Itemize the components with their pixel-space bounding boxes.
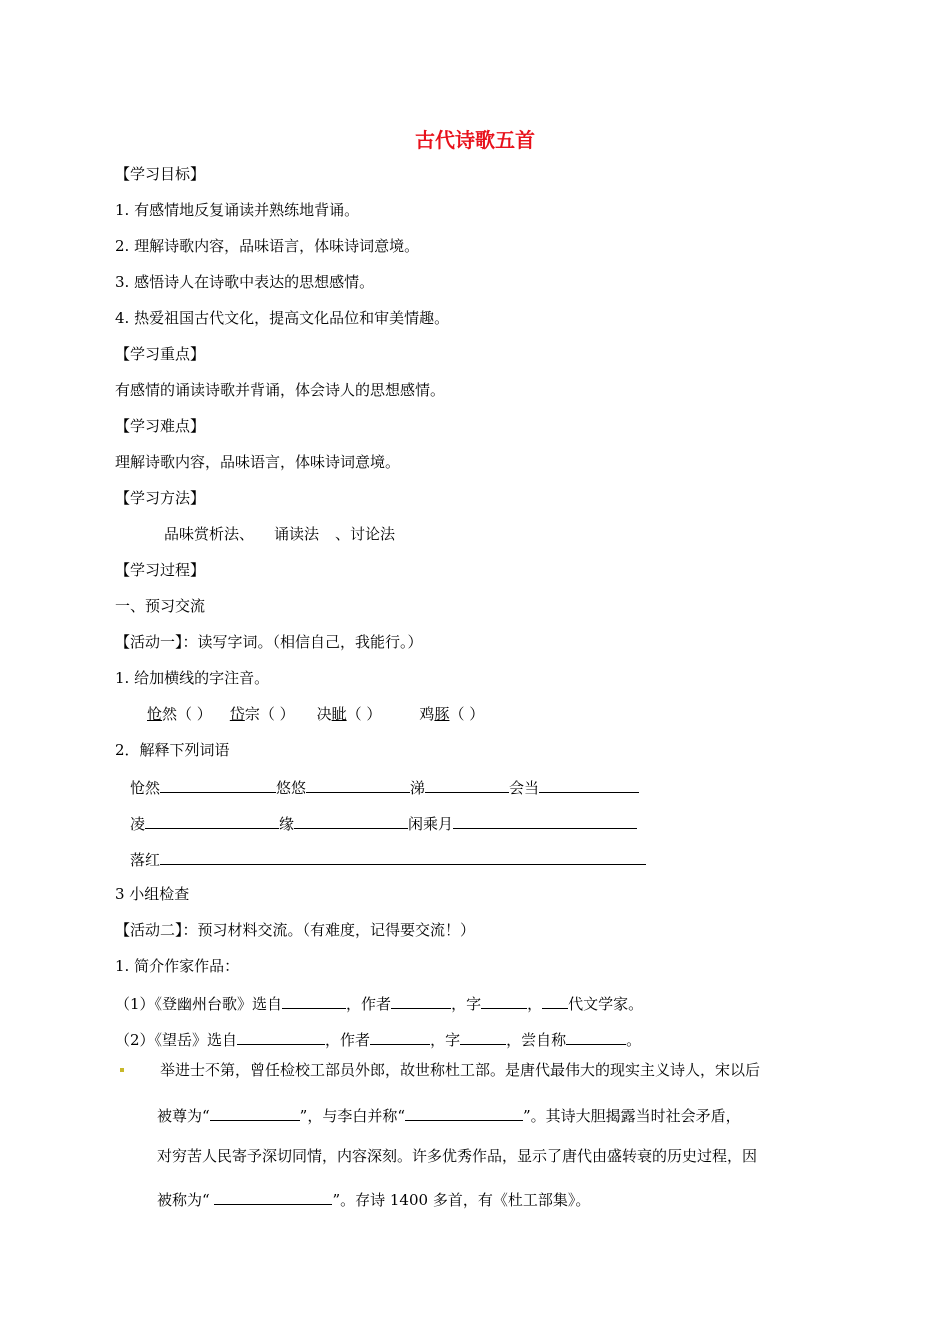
answer-blank[interactable] [405,1104,523,1121]
process-heading: 【学习过程】 [115,561,206,579]
answer-blank[interactable] [370,1028,430,1045]
pinyin-item: 怆然（ ） [147,705,212,723]
objectives-heading: 【学习目标】 [115,165,206,183]
question-1: （1）《登幽州台歌》选自 ，作者 ，字 ， 代文学家。 [115,992,643,1014]
objective-item: 1. 有感情地反复诵读并熟练地背诵。 [115,201,360,219]
answer-blank[interactable] [425,776,509,793]
author-para-line: 被尊为“ ”，与李白并称“ ”。其诗大胆揭露当时社会矛盾， [157,1104,837,1126]
difficulties-text: 理解诗歌内容，品味语言，体味诗词意境。 [115,453,401,471]
activity2-heading: 【活动二】：预习材料交流。（有难度，记得要交流！） [115,921,476,939]
answer-blank[interactable] [294,812,408,829]
question-2: （2）《望岳》选自 ，作者 ，字 ，尝自称 。 [115,1028,641,1050]
answer-blank[interactable] [566,1028,626,1045]
author-para-line: 对穷苦人民寄予深切同情，内容深刻。许多优秀作品，显示了唐代由盛转衰的历史过程，因 [157,1147,758,1165]
answer-blank[interactable] [210,1104,300,1121]
page-title: 古代诗歌五首 [415,128,535,152]
section-preview: 一、预习交流 [115,597,206,615]
answer-blank[interactable] [214,1188,332,1205]
answer-blank[interactable] [306,776,410,793]
answer-blank[interactable] [542,992,568,1009]
bullet-mark [120,1068,124,1072]
answer-blank[interactable] [160,848,646,865]
author-para-line: 被称为“ ”。存诗 1400 多首，有《杜工部集》。 [157,1188,837,1210]
answer-blank[interactable] [160,776,276,793]
activity1-q3: 3 小组检查 [115,885,190,903]
answer-blank[interactable] [282,992,346,1009]
words-row-3: 落红 [130,848,646,870]
activity1-heading: 【活动一】：读写字词。（相信自己，我能行。） [115,633,423,651]
objective-item: 2. 理解诗歌内容，品味语言，体味诗词意境。 [115,237,420,255]
pinyin-item: 鸡豚（ ） [419,705,485,723]
answer-blank[interactable] [481,992,527,1009]
objective-item: 3. 感悟诗人在诗歌中表达的思想感情。 [115,273,375,291]
method-2: 诵读法 [274,525,320,543]
method-1: 品味赏析法、 [164,525,255,543]
answer-blank[interactable] [237,1028,325,1045]
answer-blank[interactable] [453,812,637,829]
methods-list [164,524,395,544]
difficulties-heading: 【学习难点】 [115,417,206,435]
answer-blank[interactable] [145,812,279,829]
author-para-line: 举进士不第，曾任检校工部员外郎，故世称杜工部。是唐代最伟大的现实主义诗人，宋以后 [160,1061,761,1079]
answer-blank[interactable] [460,1028,506,1045]
pinyin-row [147,704,484,724]
key-points-heading: 【学习重点】 [115,345,206,363]
activity2-q1: 1. 简介作家作品： [115,957,240,975]
key-points-text: 有感情的诵读诗歌并背诵，体会诗人的思想感情。 [115,381,446,399]
activity1-q2: 2．解释下列词语 [115,741,230,759]
methods-heading: 【学习方法】 [115,489,206,507]
answer-blank[interactable] [391,992,451,1009]
answer-blank[interactable] [539,776,639,793]
method-3: 、讨论法 [335,525,396,543]
words-row-2: 凌 缘 闲乘月 [130,812,637,834]
pinyin-item: 决眦（ ） [316,705,382,723]
objective-item: 4. 热爱祖国古代文化，提高文化品位和审美情趣。 [115,309,450,327]
words-row-1: 怆然 悠悠 涕 会当 [130,776,639,798]
activity1-q1: 1. 给加横线的字注音。 [115,669,270,687]
pinyin-item: 岱宗（ ） [229,705,295,723]
